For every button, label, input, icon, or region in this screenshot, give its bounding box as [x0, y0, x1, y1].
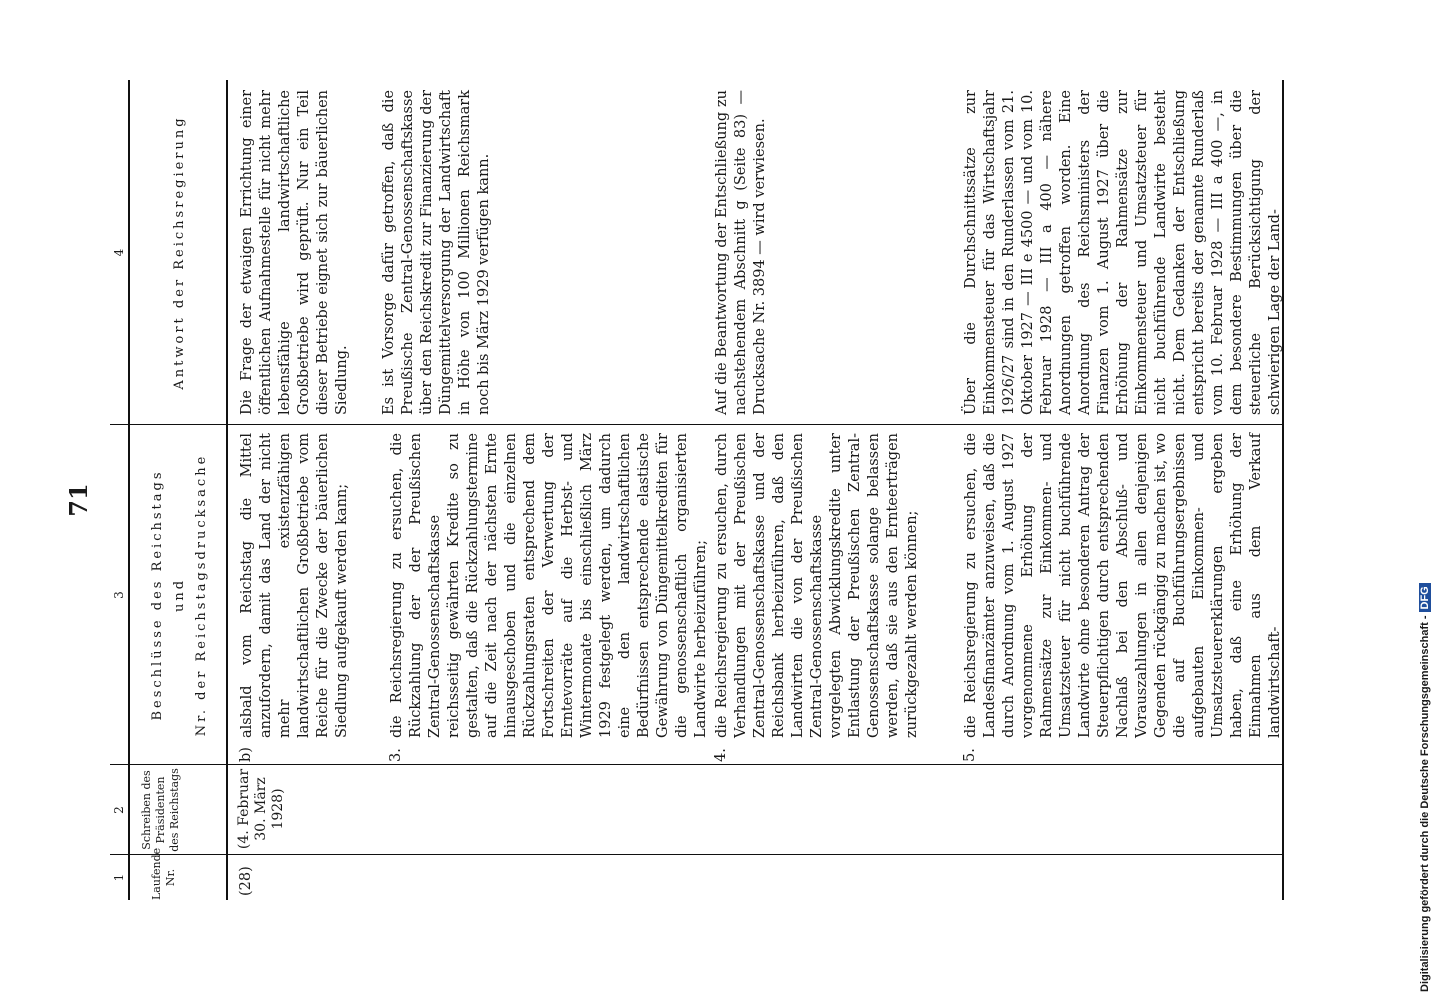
column-header-antwort: Antwort der Reichsregierung: [172, 115, 187, 390]
page-number: 71: [64, 483, 93, 517]
column-header-schreiben: Schreiben des Präsidenten des Reichstags: [140, 768, 181, 852]
resolution-label-b: b): [238, 747, 254, 762]
column-header-beschluesse-line3: Nr. der Reichstagsdrucksache: [194, 453, 209, 737]
resolution-text-b: alsbald vom Reichstag die Mittel anzufordern, damit das Land der nicht mehr existenzfähigen landwirtschaftlichen Großbetriebe vom Reiche für die Zwecke der bäuerlichen Siedlung aufgekauft werden kann;: [239, 433, 350, 738]
digitization-note-text: Digitalisierung gefördert durch die Deutsche Forschungsgemeinschaft -: [1419, 615, 1431, 992]
column-divider-2: [110, 764, 1282, 765]
dfg-badge: DFG: [1419, 583, 1431, 612]
digitization-note: [1416, 8, 1434, 992]
answer-text-2: Es ist Vorsorge dafür getroffen, daß die Preußische Zentral-Genossenschaftskasse über den Reichskredit zur Finanzierung der Düngemittelversorgung der Landwirtschaft in Höhe von 100 Millionen Reichsmark noch bis März 1929 verfügen kann.: [381, 90, 492, 415]
resolution-text-5: die Reichsregierung zu ersuchen, die Landesfinanzämter anzuweisen, daß die durch Anordnung vom 1. August 1927 vorgenommene Erhöhung der Rahmensätze zur Einkommen- und Umsatzsteuer für nicht buchführende Landwirte ohne besonderen Antrag der Steuerpflichtigen durch entsprechenden Nachlaß bei den Abschluß- und Vorauszahlungen in allen denjenigen Gegenden rückgängig zu machen ist, wo die auf Buchführungsergebnissen aufgebauten Einkommen- und Umsatzsteuererklärungen ergeben haben, daß eine Erhöhung der Einnahmen aus dem Verkauf landwirtschaft-: [963, 433, 1283, 738]
table-top-rule: [128, 80, 130, 900]
header-bottom-rule: [226, 80, 228, 900]
resolution-label-3: 3.: [388, 748, 404, 762]
resolution-text-4: die Reichsregierung zu ersuchen, durch Verhandlungen mit der Preußischen Zentral-Genossenschaftskasse und der Reichsbank herbeizuführen, daß den Landwirten die von der Preußischen Zentral-Genossenschaftskasse vorgelegten Abwicklungskredite unter Entlastung der Preußischen Zentral-Genossenschaftskasse solange belassen werden, daß sie aus den Ernteerträgen zurückgezahlt werden können;: [714, 433, 920, 738]
column-header-beschluesse-line1: Beschlüsse des Reichstags: [150, 469, 165, 721]
column-header-laufende-nr: Laufende Nr.: [150, 847, 177, 900]
entry-number: (28): [238, 866, 254, 896]
entry-dates: (4. Februar 30. März 1928): [236, 768, 286, 850]
resolution-label-5: 5.: [962, 748, 978, 762]
answer-text-4: Über die Durchschnittssätze zur Einkommensteuer für das Wirtschaftsjahr 1926/27 sind in den Runderlassen vom 21. Oktober 1927 — III e 4500 — und vom 10. Februar 1928 — III a 400 — nähere Anordnungen getroffen worden. Eine Anordnung des Reichsministers der Finanzen vom 1. August 1927 über die Erhöhung der Rahmensätze zur Einkommensteuer und Umsatzsteuer für nicht buchführende Landwirte besteht nicht. Dem Gedanken der Entschließung entspricht bereits der genannte Runderlaß vom 10. Februar 1928 — III a 400 —, in dem besondere Bestimmungen über die steuerliche Berücksichtigung der schwierigen Lage der Land-: [963, 90, 1283, 415]
column-number-3: 3: [112, 591, 126, 599]
column-number-1: 1: [112, 873, 126, 882]
answer-text-3: Auf die Beantwortung der Entschließung zu nachstehendem Abschnitt g (Seite 83) — Drucksache Nr. 3894 — wird verwiesen.: [714, 90, 768, 415]
column-header-beschluesse-line2: und: [172, 577, 187, 613]
column-number-2: 2: [112, 806, 126, 814]
answer-text-1: Die Frage der etwaigen Errichtung einer öffentlichen Aufnahmestelle für nicht mehr lebensfähige landwirtschaftliche Großbetriebe wird geprüft. Nur ein Teil dieser Betriebe eignet sich zur bäuerlichen Siedlung.: [239, 90, 350, 415]
column-number-4: 4: [112, 248, 126, 257]
column-divider-3: [110, 424, 1282, 425]
column-divider-1: [110, 854, 1282, 855]
resolution-text-3: die Reichsregierung zu ersuchen, die Rückzahlung der der Preußischen Zentral-Genossenschaftskasse reichsseitig gewährten Kredite so zu gestalten, daß die Rückzahlungstermine auf die Zeit nach der nächsten Ernte hinausgeschoben und die einzelnen Rückzahlungsraten entsprechend dem Fortschreiten der Verwertung der Erntevorräte auf die Herbst- und Wintermonate bis einschließlich März 1929 festgelegt werden, um dadurch eine den landwirtschaftlichen Bedürfnissen entsprechende elastische Gewährung von Düngemittelkrediten für die genossenschaftlich organisierten Landwirte herbeizuführen;: [389, 433, 709, 738]
resolution-label-4: 4.: [713, 748, 729, 762]
